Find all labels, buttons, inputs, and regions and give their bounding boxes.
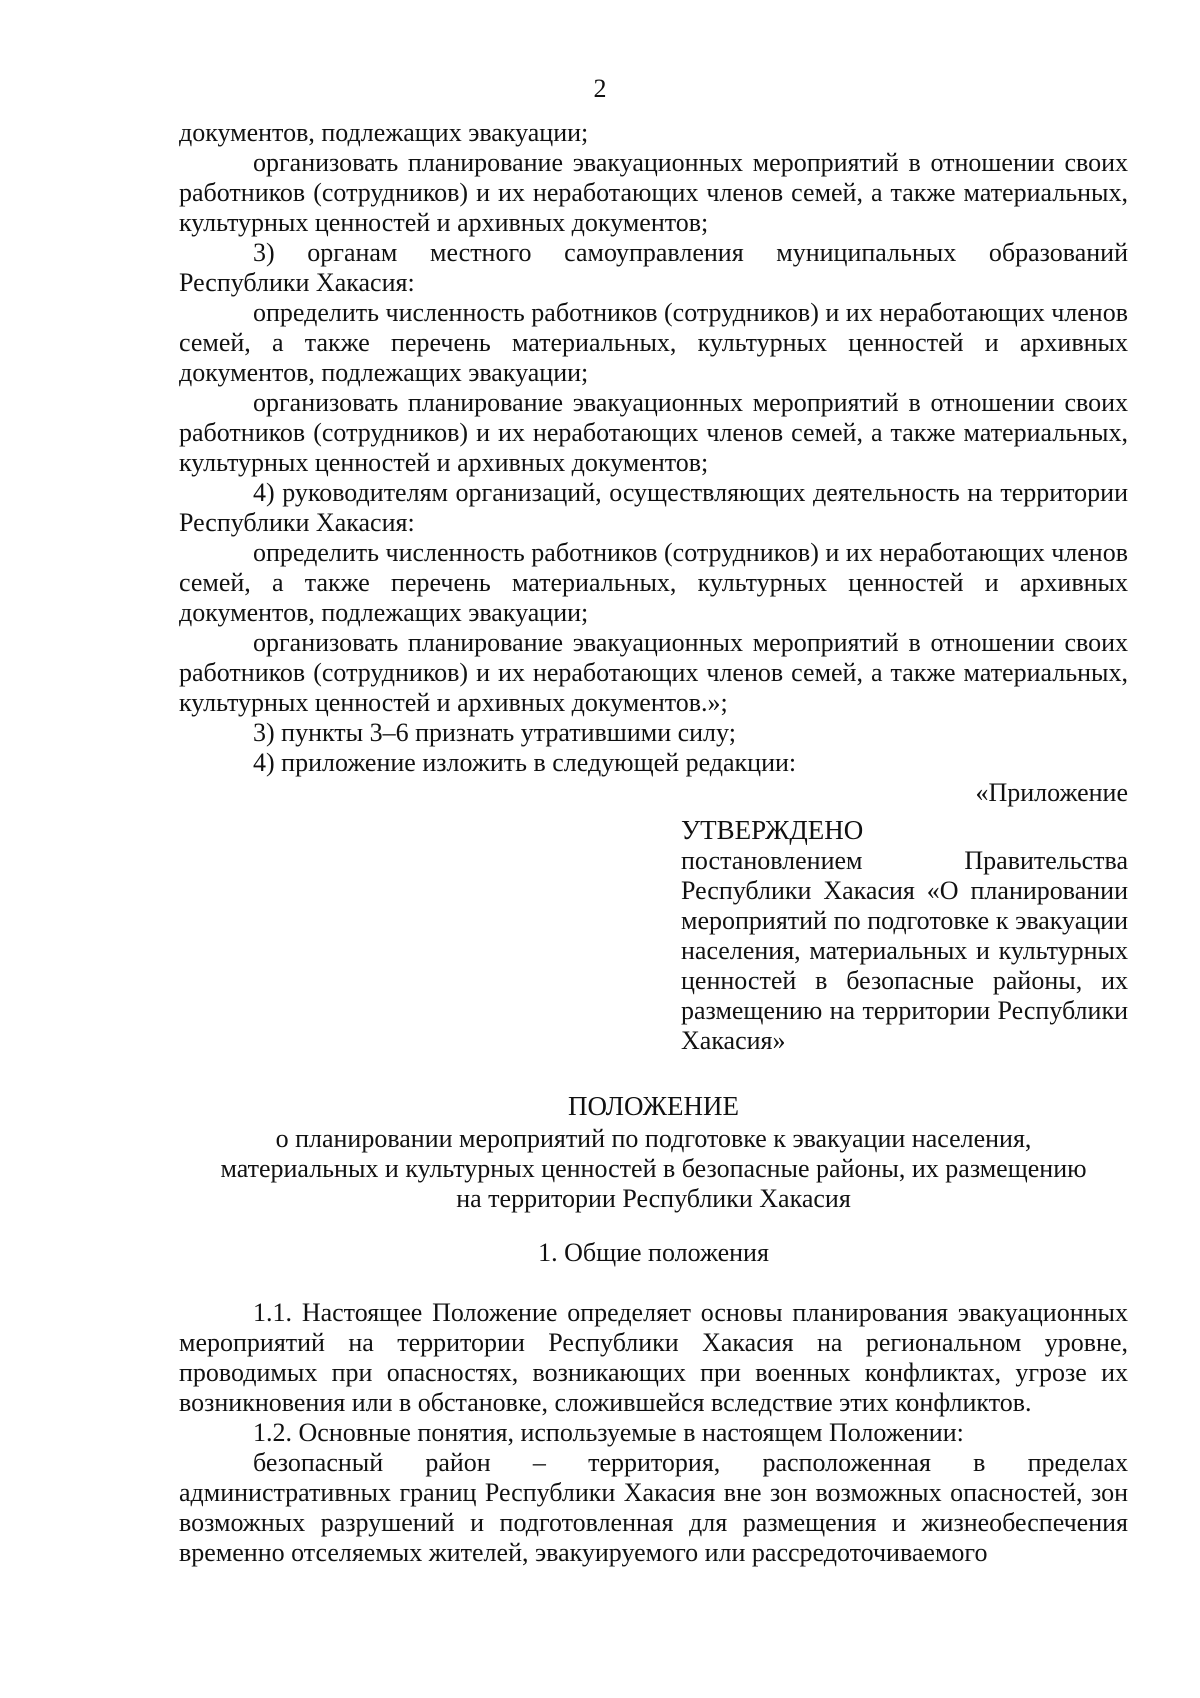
approval-block <box>681 778 1128 1056</box>
paragraph-top-0: документов, подлежащих эвакуации; <box>179 118 589 147</box>
paragraph-top-8: 3) пункты 3–6 признать утратившими силу; <box>253 718 736 747</box>
appendix-label: «Приложение <box>975 778 1128 807</box>
document-subtitle <box>179 1124 1128 1214</box>
page-number: 2 <box>593 74 607 103</box>
subtitle-line-0: о планировании мероприятий по подготовке к эвакуации населения, <box>275 1124 1032 1153</box>
subtitle-line-1: материальных и культурных ценностей в безопасные районы, их размещению <box>220 1154 1087 1183</box>
subtitle-line-2: на территории Республики Хакасия <box>456 1184 851 1213</box>
paragraph-top-2: 3) органам местного самоуправления муниципальных образований Республики Хакасия: <box>179 238 1128 297</box>
paragraph-top-6: определить численность работников (сотрудников) и их неработающих членов семей, а также перечень материальных, культурных ценностей и архивных документов, подлежащих эвакуации; <box>179 538 1128 627</box>
paragraph-top-5: 4) руководителям организаций, осуществляющих деятельность на территории Республики Хакасия: <box>179 478 1128 537</box>
document-body <box>179 118 1128 1568</box>
paragraph-top-3: определить численность работников (сотрудников) и их неработающих членов семей, а также перечень материальных, культурных ценностей и архивных документов, подлежащих эвакуации; <box>179 298 1128 387</box>
paragraph-top-1: организовать планирование эвакуационных мероприятий в отношении своих работников (сотрудников) и их неработающих членов семей, а также материальных, культурных ценностей и архивных документов; <box>179 148 1128 237</box>
section-heading: 1. Общие положения <box>538 1238 769 1267</box>
approval-heading: УТВЕРЖДЕНО <box>681 815 864 845</box>
paragraph-top-4: организовать планирование эвакуационных мероприятий в отношении своих работников (сотрудников) и их неработающих членов семей, а также материальных, культурных ценностей и архивных документов; <box>179 388 1128 477</box>
paragraph-bottom-0: 1.1. Настоящее Положение определяет основы планирования эвакуационных мероприятий на территории Республики Хакасия на региональном уровне, проводимых при опасностях, возникающих при военных конфликтах, угрозе их возникновения или в обстановке, сложившейся вследствие этих конфликтов. <box>179 1298 1128 1417</box>
document-title: ПОЛОЖЕНИЕ <box>568 1091 739 1121</box>
paragraph-bottom-1: 1.2. Основные понятия, используемые в настоящем Положении: <box>253 1418 964 1447</box>
approval-text: постановлением Правительства Республики Хакасия «О планировании мероприятий по подготовке к эвакуации населения, материальных и культурных ценностей в безопасные районы, их размещению на территории Республики Хакасия» <box>681 846 1128 1055</box>
paragraph-bottom-2: безопасный район – территория, расположенная в пределах административных границ Республики Хакасия вне зон возможных опасностей, зон возможных разрушений и подготовленная для размещения и жизнеобеспечения временно отселяемых жителей, эвакуируемого или рассредоточиваемого <box>179 1448 1128 1567</box>
paragraph-top-7: организовать планирование эвакуационных мероприятий в отношении своих работников (сотрудников) и их неработающих членов семей, а также материальных, культурных ценностей и архивных документов.»; <box>179 628 1128 717</box>
paragraph-top-9: 4) приложение изложить в следующей редакции: <box>253 748 797 777</box>
